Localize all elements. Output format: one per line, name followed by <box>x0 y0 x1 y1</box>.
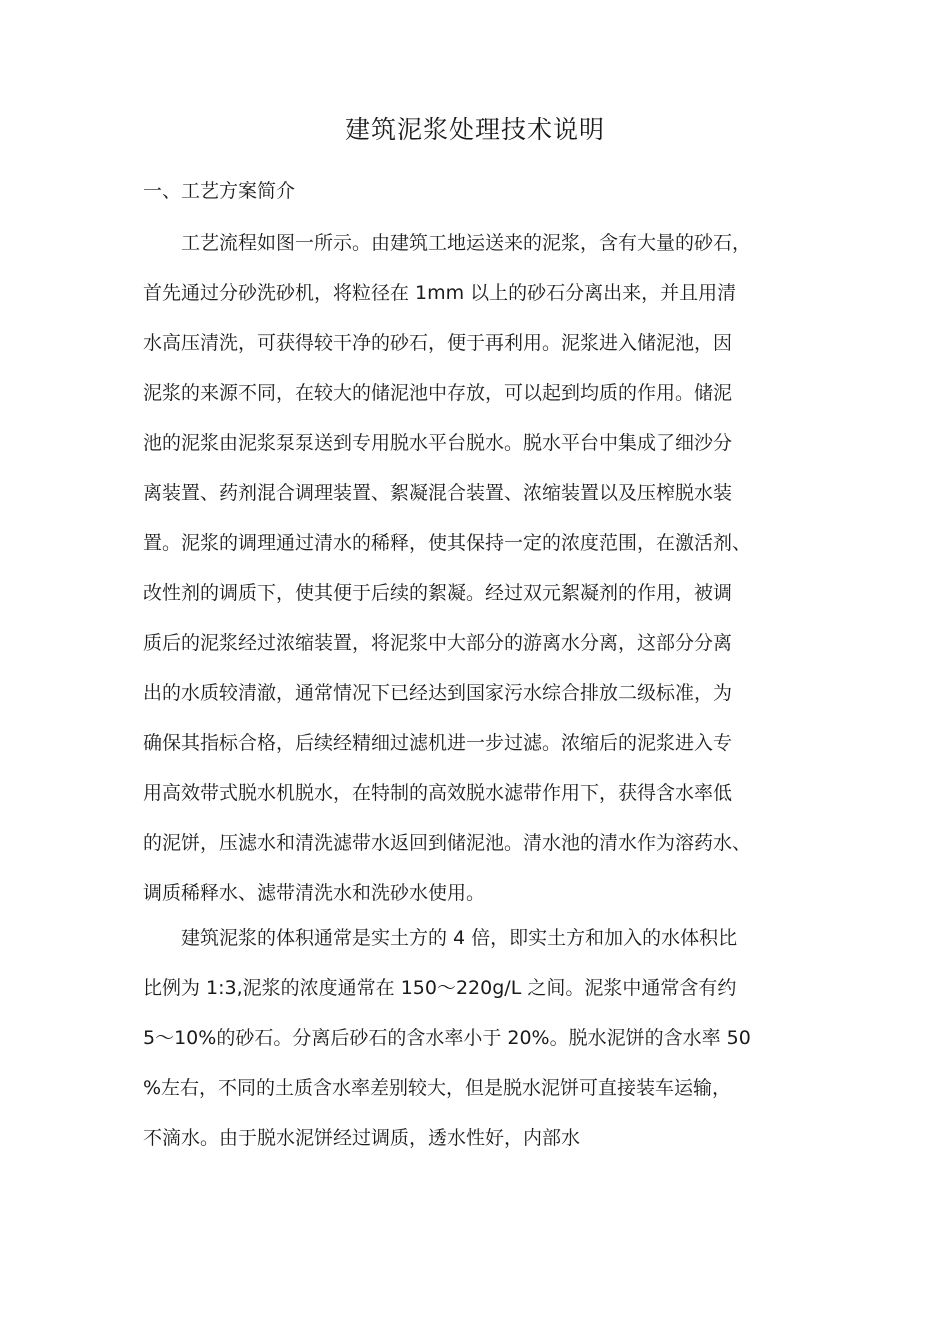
text-line: 调质稀释水、滤带清洗水和洗砂水使用。 <box>143 882 486 904</box>
text-line: 置。泥浆的调理通过清水的稀释，使其保持一定的浓度范围，在激活剂、 <box>143 532 752 554</box>
text-line: 确保其指标合格，后续经精细过滤机进一步过滤。浓缩后的泥浆进入专 <box>143 732 733 754</box>
text-line: 首先通过分砂洗砂机，将粒径在 1mm 以上的砂石分离出来，并且用清 <box>143 282 737 304</box>
text-line: 离装置、药剂混合调理装置、絮凝混合装置、浓缩装置以及压榨脱水装 <box>143 482 733 504</box>
text-line: 的泥饼，压滤水和清洗滤带水返回到储泥池。清水池的清水作为溶药水、 <box>143 832 752 854</box>
text-line: 比例为 1:3,泥浆的浓度通常在 150～220g/L 之间。泥浆中通常含有约 <box>143 977 737 999</box>
text-line: 5～10%的砂石。分离后砂石的含水率小于 20%。脱水泥饼的含水率 50 <box>143 1027 751 1049</box>
text-line: 出的水质较清澈，通常情况下已经达到国家污水综合排放二级标准，为 <box>143 682 733 704</box>
text-line: 建筑泥浆的体积通常是实土方的 4 倍，即实土方和加入的水体积比 <box>143 927 738 949</box>
text-line: 不滴水。由于脱水泥饼经过调质，透水性好，内部水 <box>143 1127 581 1149</box>
text-line: 工艺流程如图一所示。由建筑工地运送来的泥浆，含有大量的砂石， <box>143 232 752 254</box>
text-line: 泥浆的来源不同，在较大的储泥池中存放，可以起到均质的作用。储泥 <box>143 382 733 404</box>
paragraph-process-flow <box>143 218 823 918</box>
text-line: 改性剂的调质下，使其便于后续的絮凝。经过双元絮凝剂的作用，被调 <box>143 582 733 604</box>
text-line: 用高效带式脱水机脱水，在特制的高效脱水滤带作用下，获得含水率低 <box>143 782 733 804</box>
paragraph-mud-properties <box>143 913 823 1163</box>
text-line: %左右，不同的土质含水率差别较大，但是脱水泥饼可直接装车运输， <box>143 1077 732 1099</box>
page-title: 建筑泥浆处理技术说明 <box>344 115 605 144</box>
text-line: 质后的泥浆经过浓缩装置，将泥浆中大部分的游离水分离，这部分分离 <box>143 632 733 654</box>
text-line: 池的泥浆由泥浆泵泵送到专用脱水平台脱水。脱水平台中集成了细沙分 <box>143 432 733 454</box>
text-line: 水高压清洗，可获得较干净的砂石，便于再利用。泥浆进入储泥池，因 <box>143 332 733 354</box>
section-heading: 一、工艺方案简介 <box>143 180 296 202</box>
